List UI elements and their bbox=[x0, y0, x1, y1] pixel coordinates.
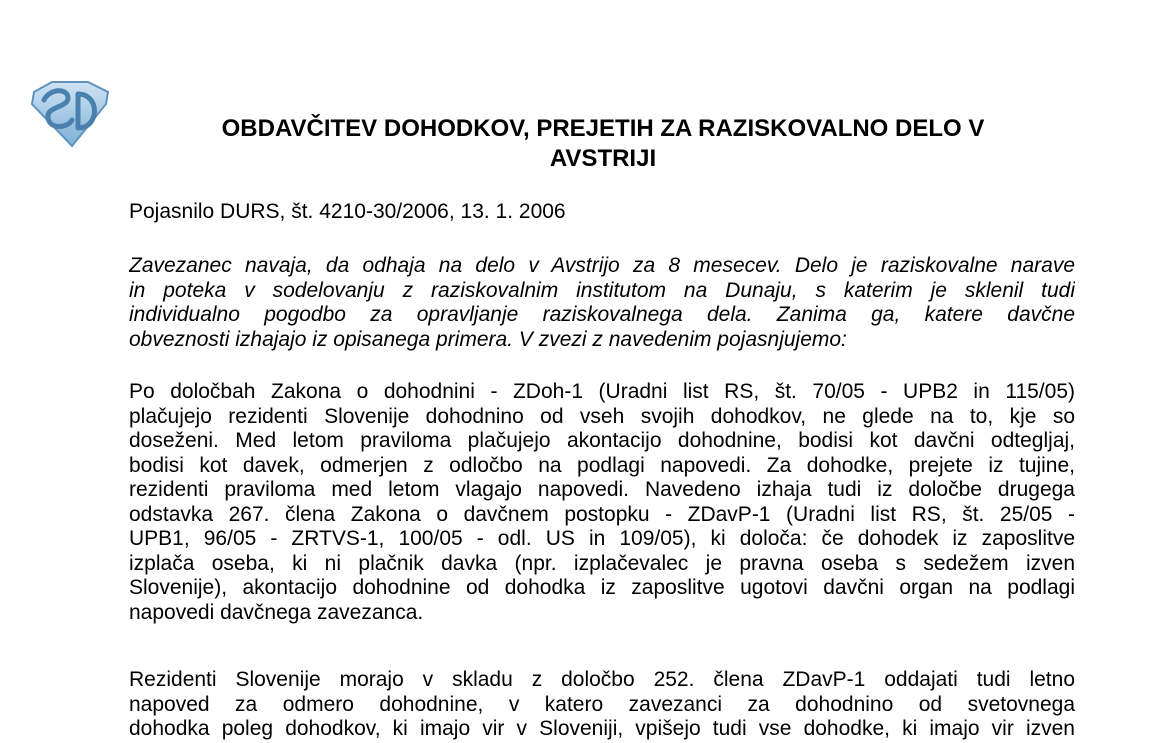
text-line: napoved za odmero dohodnine, v katero zavezanci za dohodnino od svetovnega bbox=[129, 692, 1075, 716]
text-line: odstavka 267. člena Zakona o davčnem postopku - ZDavP-1 (Uradni list RS, št. 25/05 - bbox=[129, 502, 1075, 526]
text-line: rezidenti praviloma med letom vlagajo napovedi. Navedeno izhaja tudi iz določbe drugega bbox=[129, 478, 1075, 501]
text-line: in poteka v sodelovanju z raziskovalnim institutom na Dunaju, s katerim je sklenil tudi bbox=[129, 278, 1075, 302]
text-line: individualno pogodbo za opravljanje raziskovalnega dela. Zanima ga, katere davčne bbox=[129, 303, 1075, 326]
text-line: Po določbah Zakona o dohodnini - ZDoh-1 (Uradni list RS, št. 70/05 - UPB2 in 115/05) bbox=[129, 380, 1075, 403]
text-line: dohodka poleg dohodkov, ki imajo vir v Sloveniji, vpišejo tudi vse dohodke, ki imajo vir izven bbox=[129, 717, 1075, 740]
text-line: UPB1, 96/05 - ZRTVS-1, 100/05 - odl. US in 109/05), ki določa: če dohodek iz zaposlitve bbox=[129, 527, 1075, 550]
reference-line: Pojasnilo DURS, št. 4210-30/2006, 13. 1. 2006 bbox=[129, 200, 566, 223]
text-line: bodisi kot davek, odmerjen z odločbo na podlagi napovedi. Za dohodke, prejete iz tujine, bbox=[129, 453, 1075, 477]
text-line: Rezidenti Slovenije morajo v skladu z določbo 252. člena ZDavP-1 oddajati tudi letno bbox=[129, 668, 1075, 691]
publisher-logo bbox=[28, 78, 110, 148]
text-line: plačujejo rezidenti Slovenije dohodnino od vseh svojih dohodkov, ne glede na to, kje so bbox=[129, 404, 1075, 428]
text-line: izplača oseba, ki ni plačnik davka (npr. izplačevalec je pravna oseba s sedežem izven bbox=[129, 551, 1075, 575]
title-line-2: AVSTRIJI bbox=[549, 145, 657, 172]
document-reference bbox=[129, 200, 1075, 225]
text-line: obveznosti izhajajo iz opisanega primera. V zvezi z navedenim pojasnjujemo: bbox=[129, 327, 847, 351]
body-paragraph-2 bbox=[129, 668, 1075, 742]
text-line: napovedi davčnega zavezanca. bbox=[129, 600, 424, 624]
text-line: Zavezanec navaja, da odhaja na delo v Avstrijo za 8 mesecev. Delo je raziskovalne narave bbox=[129, 254, 1075, 277]
body-paragraph-1 bbox=[129, 380, 1075, 625]
document-title bbox=[128, 114, 1078, 174]
text-line: doseženi. Med letom praviloma plačujejo akontacijo dohodnine, bodisi kot davčni odtegljaj, bbox=[129, 429, 1075, 452]
intro-paragraph bbox=[129, 254, 1075, 352]
title-line-1: OBDAVČITEV DOHODKOV, PREJETIH ZA RAZISKOVALNO DELO V bbox=[221, 115, 985, 142]
text-line: Slovenije), akontacijo dohodnine od dohodka iz zaposlitve ugotovi davčni organ na podlagi bbox=[129, 576, 1075, 599]
